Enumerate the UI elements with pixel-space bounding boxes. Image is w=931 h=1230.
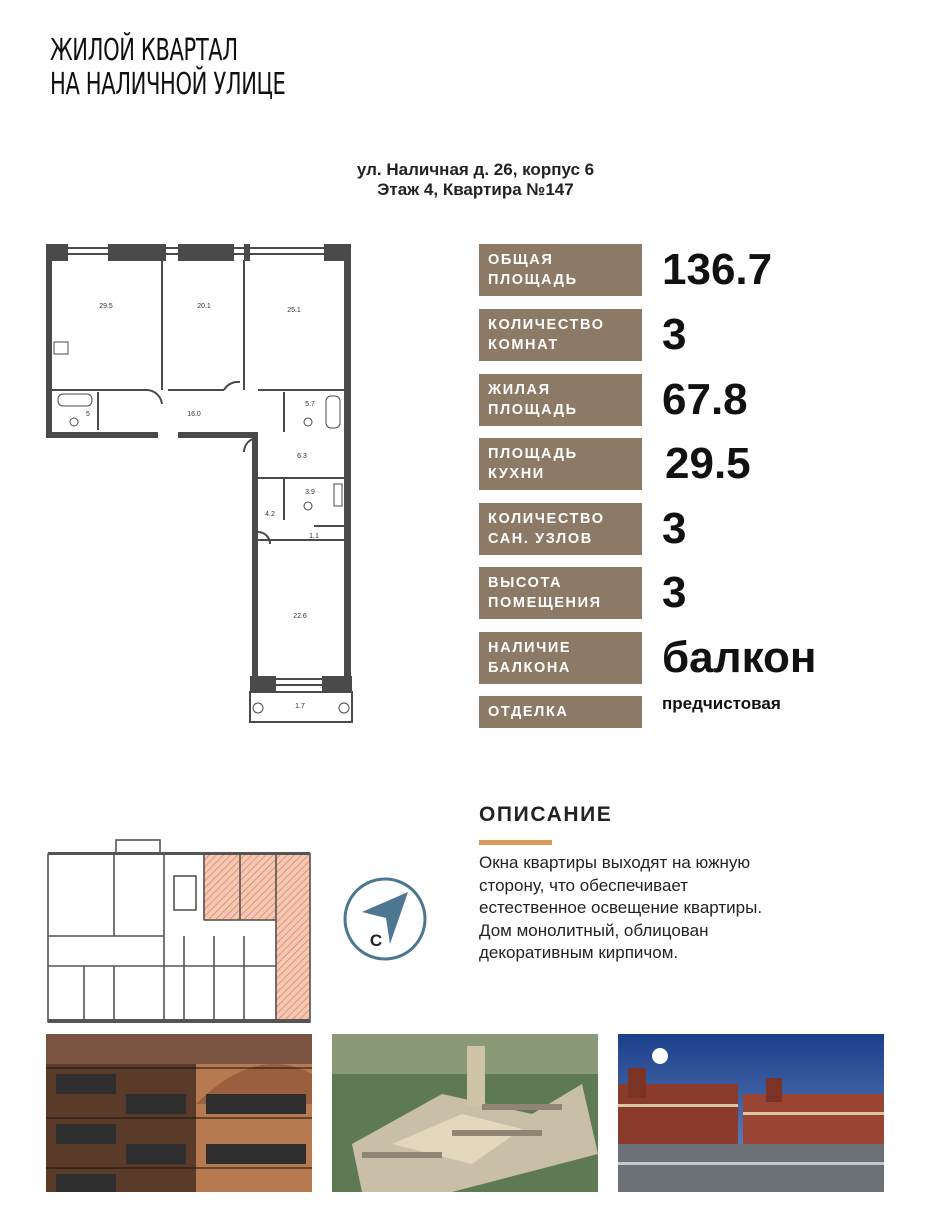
room-label-9: 4.2	[265, 511, 275, 518]
spec-label-line2: КУХНИ	[488, 466, 545, 482]
brand-title-line2: НА НАЛИЧНОЙ УЛИЦЕ	[50, 67, 286, 102]
spec-label-line2: ПЛОЩАДЬ	[488, 272, 578, 288]
spec-label-line1: ВЫСОТА	[488, 575, 563, 591]
spec-label-line1: ОТДЕЛКА	[488, 704, 569, 720]
spec-label-line1: КОЛИЧЕСТВО	[488, 511, 605, 527]
spec-label-line1: КОЛИЧЕСТВО	[488, 317, 605, 333]
apartment-plan	[44, 242, 364, 732]
spec-value: 67.8	[662, 375, 748, 424]
brand-title	[50, 34, 285, 102]
address-floor-apartment: Этаж 4, Квартира №147	[377, 180, 574, 199]
compass-north-arrow-icon	[342, 876, 428, 962]
spec-label	[479, 567, 642, 619]
spec-label	[479, 309, 642, 361]
spec-label	[479, 374, 642, 426]
photo-aerial-view	[332, 1034, 598, 1192]
room-label-2: 20.1	[197, 303, 211, 310]
room-label-6: 5.7	[305, 401, 315, 408]
room-label-1: 29.5	[99, 303, 113, 310]
spec-label	[479, 696, 642, 728]
address-street: ул. Наличная д. 26, корпус 6	[356, 160, 595, 179]
description-line: Окна квартиры выходят на южную	[479, 853, 751, 872]
spec-label-line2: КОМНАТ	[488, 337, 559, 353]
spec-label-line2: ПЛОЩАДЬ	[488, 402, 578, 418]
description-text	[479, 852, 859, 965]
room-label-3: 25.1	[287, 307, 301, 314]
description-title: ОПИСАНИЕ	[479, 803, 613, 826]
spec-value: 3	[662, 504, 687, 553]
spec-label-line2: САН. УЗЛОВ	[488, 531, 593, 547]
room-label-11: 22.6	[293, 613, 307, 620]
photo-facade	[46, 1034, 312, 1192]
brand-title-line1: ЖИЛОЙ КВАРТАЛ	[50, 33, 238, 68]
spec-value: 136.7	[662, 245, 773, 294]
description-line: декоративным кирпичом.	[479, 943, 679, 962]
spec-label	[479, 503, 642, 555]
spec-label	[479, 438, 642, 490]
spec-label	[479, 632, 642, 684]
room-label-7: 6.3	[297, 453, 307, 460]
highlighted-apartment	[204, 854, 310, 1022]
description-line: естественное освещение квартиры.	[479, 898, 763, 917]
spec-value: 3	[662, 310, 687, 359]
spec-label-line1: НАЛИЧИЕ	[488, 640, 572, 656]
spec-value: 29.5	[665, 439, 751, 488]
room-label-4: 5	[86, 411, 90, 418]
description-accent-bar	[479, 840, 552, 845]
spec-label-line2: БАЛКОНА	[488, 660, 571, 676]
description-line: сторону, что обеспечивает	[479, 875, 689, 895]
room-label-8: 3.9	[305, 489, 315, 496]
compass-letter: С	[369, 931, 383, 950]
spec-value: балкон	[662, 633, 817, 682]
spec-label-line1: ПЛОЩАДЬ	[488, 446, 578, 462]
room-label-12: 1.7	[295, 703, 305, 710]
spec-value: предчистовая	[662, 694, 781, 713]
description-line: Дом монолитный, облицован	[479, 920, 709, 940]
floor-plan	[44, 836, 314, 1026]
room-label-10: 1.1	[309, 533, 319, 540]
spec-label-line1: ЖИЛАЯ	[488, 382, 551, 398]
spec-label	[479, 244, 642, 296]
spec-label-line1: ОБЩАЯ	[488, 252, 554, 268]
spec-value: 3	[662, 568, 687, 617]
address-block	[0, 160, 931, 200]
spec-label-line2: ПОМЕЩЕНИЯ	[488, 595, 602, 611]
photo-street-view	[618, 1034, 884, 1192]
room-label-5: 16.0	[187, 411, 201, 418]
